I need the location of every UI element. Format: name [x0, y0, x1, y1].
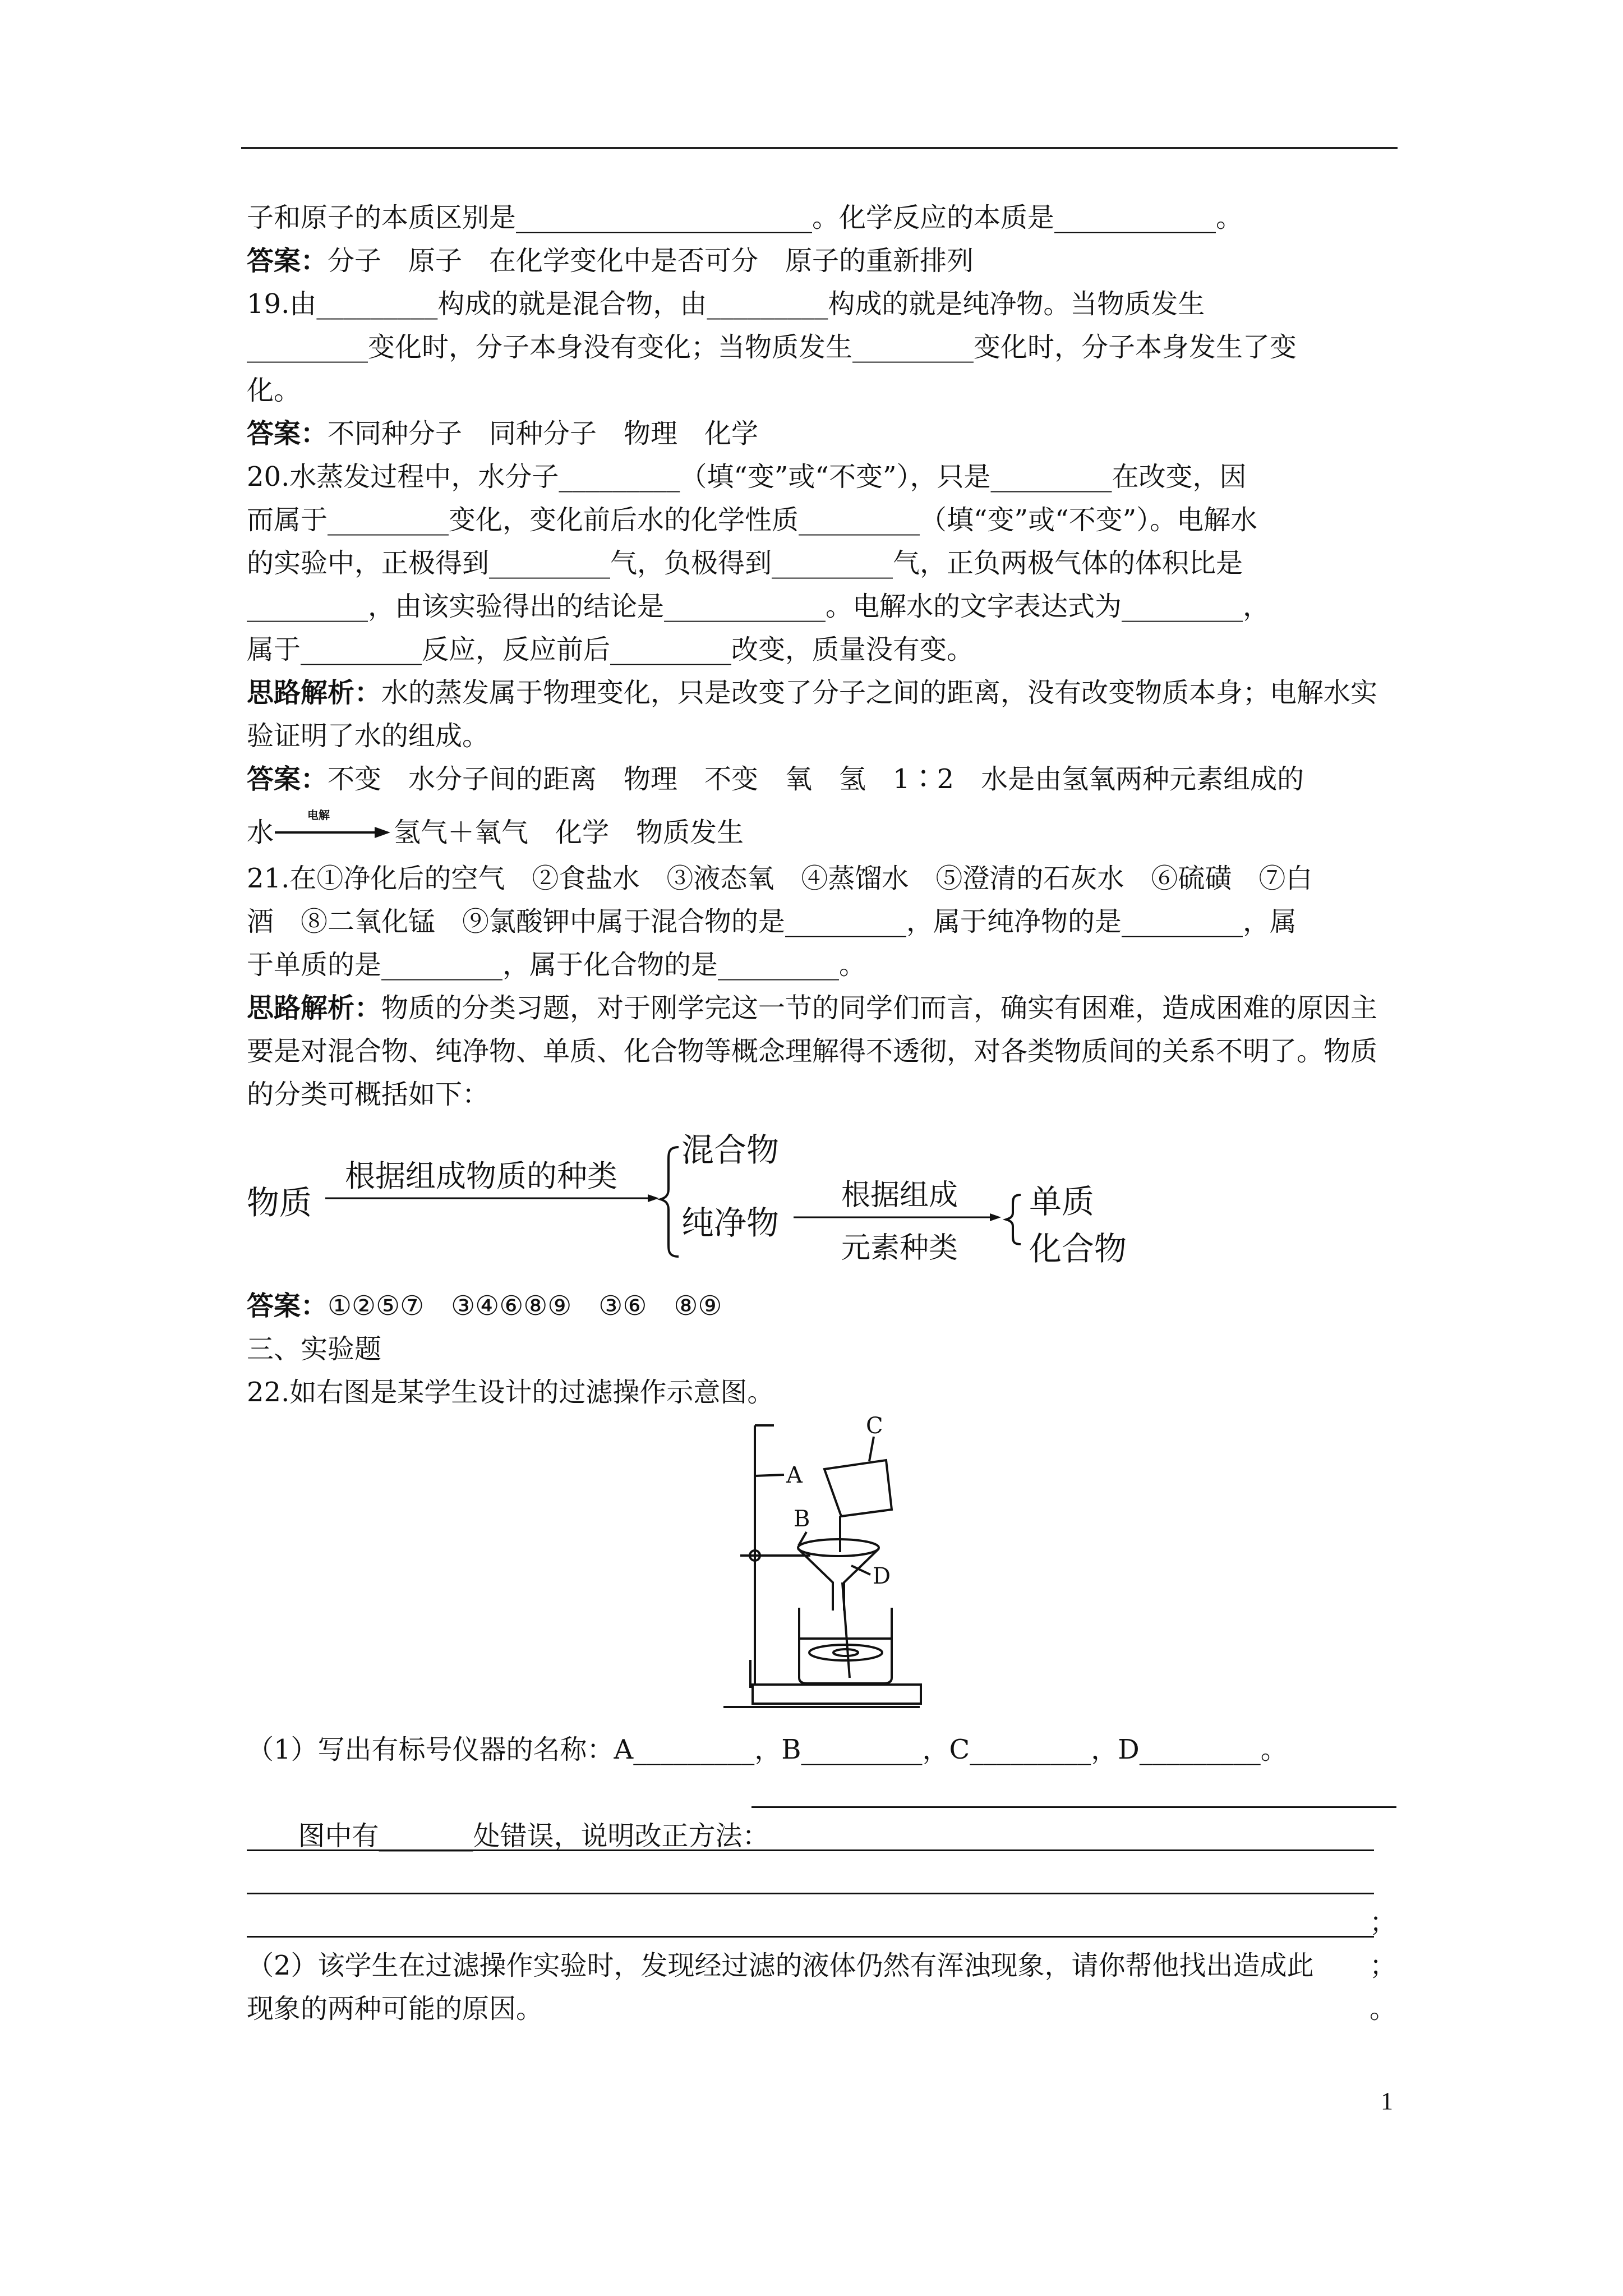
beaker-liquid [809, 1645, 882, 1660]
diagram-criterion-2-bottom: 元素种类 [841, 1231, 958, 1265]
question-22: 22.如右图是某学生设计的过滤操作示意图。 [247, 1377, 774, 1408]
answer-line [247, 240, 1396, 283]
reaction-arrow-head [375, 827, 390, 838]
analysis-paragraph [247, 671, 1396, 758]
sub-question-2: （2）该学生在过滤操作实验时，发现经过滤的液体仍然有浑浊现象，请你帮他找出造成此 [247, 1950, 1314, 1981]
blank-line [247, 1815, 1396, 1938]
label-c: C [866, 1413, 883, 1439]
funnel-stem [842, 1582, 850, 1678]
liquid-ripple [833, 1649, 858, 1656]
text-line: 属于_________反应，反应前后_________改变，质量没有变。 [247, 634, 974, 665]
answer-line [247, 1285, 1396, 1328]
answer-line [247, 758, 1396, 801]
equation-lhs: 水 [247, 817, 274, 848]
arrow-label: 电解 [307, 808, 330, 822]
classification-diagram [247, 1116, 1396, 1285]
leader-a [755, 1475, 784, 1476]
text-line: 的实验中，正极得到_________气，负极得到_________气，正负两极气体的体积比是 [247, 547, 1243, 579]
question-21: 21.在①净化后的空气 ②食盐水 ③液态氧 ④蒸馏水 ⑤澄清的石灰水 ⑥硫磺 ⑦白 [247, 863, 1313, 894]
leader-c [869, 1437, 874, 1461]
answer-line [247, 412, 1396, 455]
text-line [247, 1772, 1396, 1852]
diagram-root: 物质 [247, 1184, 312, 1222]
answer-label: 答案： [247, 245, 328, 277]
analysis-label: 思路解析： [247, 992, 382, 1024]
equation-svg [247, 801, 1032, 857]
text-line: _________变化时，分子本身没有变化；当物质发生_________变化时，分子本身发生了变 [247, 332, 1297, 363]
diagram-arrowhead-1 [648, 1194, 659, 1202]
answer-blank [247, 1849, 1374, 1851]
classification-svg [247, 1116, 1200, 1285]
answer-text: 不同种分子 同种分子 物理 化学 [328, 418, 759, 449]
sub-question-1: （1）写出有标号仪器的名称：A_________，B_________，C_________，D_________。 [247, 1734, 1288, 1765]
source-beaker [824, 1460, 892, 1516]
label-a: A [786, 1462, 803, 1488]
text-line: 酒 ⑧二氧化锰 ⑨氯酸钾中属于混合物的是_________，属于纯净物的是_________，属 [247, 906, 1297, 937]
diagram-leaf-element: 单质 [1029, 1182, 1095, 1221]
answer-label: 答案： [247, 763, 328, 795]
text-line: 子和原子的本质区别是______________________。化学反应的本质是____________。 [247, 202, 1243, 233]
diagram-brace-1 [661, 1147, 679, 1257]
question-20: 20.水蒸发过程中，水分子_________（填“变”或“不变”），只是_________在改变，因 [247, 461, 1247, 493]
diagram-arrowhead-2 [990, 1213, 1001, 1221]
answer-text: 不变 水分子间的距离 物理 不变 氧 氢 1∶2 水是由氢氧两种元素组成的 [328, 763, 1304, 795]
section-heading: 三、实验题 [247, 1333, 382, 1365]
answer-label: 答案： [247, 418, 328, 449]
funnel-left [798, 1549, 833, 1611]
answer-blank [247, 1893, 1374, 1894]
funnel-rim [798, 1539, 879, 1556]
electrolysis-equation [247, 801, 1396, 857]
diagram-leaf-compound: 化合物 [1029, 1230, 1127, 1268]
answer-text: ①②⑤⑦ ③④⑥⑧⑨ ③⑥ ⑧⑨ [328, 1290, 722, 1322]
line-end-punct: 。 [1369, 1993, 1396, 2024]
diagram-criterion-2-top: 根据组成 [841, 1179, 958, 1212]
diagram-brace-2 [1006, 1195, 1021, 1244]
text-line: 而属于_________变化，变化前后水的化学性质_________（填“变”或“不变”）。电解水 [247, 504, 1258, 536]
text-line: _________，由该实验得出的结论是____________。电解水的文字表达式为_________， [247, 591, 1270, 622]
header-rule [241, 147, 1398, 149]
page-content [247, 196, 1396, 2031]
diagram-branch-mixture: 混合物 [681, 1131, 780, 1169]
answer-blank [247, 1936, 1374, 1938]
analysis-text: 水的蒸发属于物理变化，只是改变了分子之间的距离，没有改变物质本身；电解水实验证明了水的组成。 [247, 677, 1378, 752]
diagram-branch-pure: 纯净物 [681, 1204, 780, 1242]
line-end-punct: ； [1369, 1907, 1396, 1938]
filtration-svg [247, 1414, 1396, 1728]
label-d: D [873, 1563, 891, 1589]
line-end-punct: ； [1369, 1950, 1396, 1981]
text-line: 化。 [247, 375, 301, 406]
page-number: 1 [1381, 2087, 1393, 2115]
text-line: 于单质的是_________，属于化合物的是_________。 [247, 949, 866, 981]
stand-base [753, 1685, 921, 1704]
text-line: 现象的两种可能的原因。 [247, 1993, 543, 2024]
error-prompt: 图中有_______处错误，说明改正方法： [298, 1820, 769, 1852]
analysis-text: 物质的分类习题，对于刚学完这一节的同学们而言，确实有困难，造成困难的原因主要是对混合物、纯净物、单质、化合物等概念理解得不透彻，对各类物质间的关系不明了。物质的分类可概括如下： [247, 992, 1378, 1110]
answer-text: 分子 原子 在化学变化中是否可分 原子的重新排列 [328, 245, 974, 277]
diagram-criterion-1: 根据组成物质的种类 [345, 1158, 617, 1194]
answer-blank [751, 1806, 1396, 1808]
analysis-label: 思路解析： [247, 677, 382, 708]
filtration-figure [247, 1414, 1396, 1728]
equation-rhs: 氢气＋氧气 化学 物质发生 [394, 817, 744, 848]
label-b: B [794, 1506, 810, 1532]
answer-label: 答案： [247, 1290, 328, 1322]
analysis-paragraph [247, 987, 1396, 1116]
question-19: 19.由_________构成的就是混合物，由_________构成的就是纯净物。当物质发生 [247, 288, 1205, 320]
